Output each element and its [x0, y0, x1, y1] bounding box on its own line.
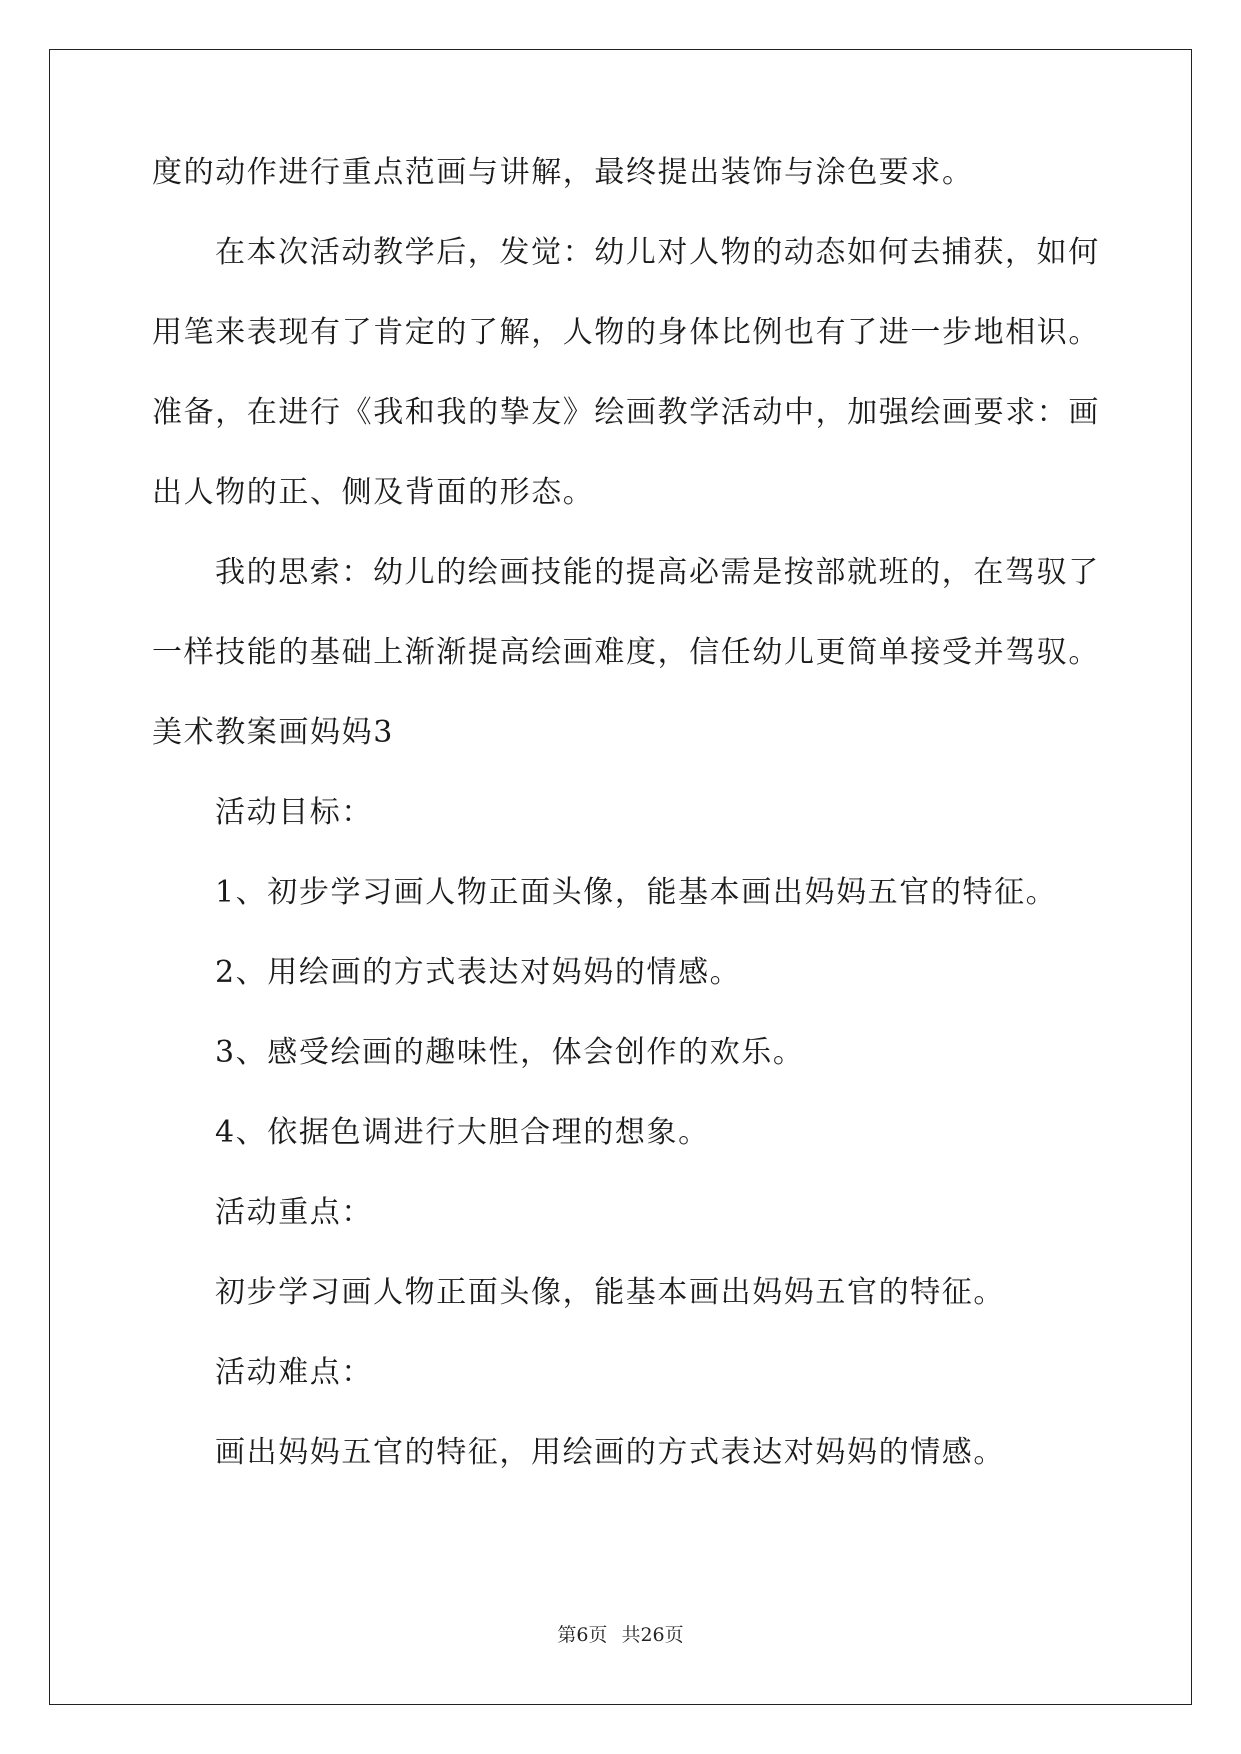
paragraph-line: 一样技能的基础上渐渐提高绘画难度，信任幼儿更简单接受并驾驭。	[152, 635, 1100, 670]
paragraph-line: 在本次活动教学后，发觉：幼儿对人物的动态如何去捕获，如何	[215, 235, 1100, 270]
paragraph-line: 初步学习画人物正面头像，能基本画出妈妈五官的特征。	[215, 1275, 1005, 1310]
paragraph-line: 出人物的正、侧及背面的形态。	[152, 475, 595, 510]
list-item: 2、用绘画的方式表达对妈妈的情感。	[215, 955, 742, 990]
subheading-difficulties: 活动难点：	[215, 1355, 373, 1390]
paragraph-line: 准备，在进行《我和我的挚友》绘画教学活动中，加强绘画要求：画	[152, 395, 1100, 430]
paragraph-line: 用笔来表现有了肯定的了解，人物的身体比例也有了进一步地相识。	[152, 315, 1100, 350]
list-item: 1、初步学习画人物正面头像，能基本画出妈妈五官的特征。	[215, 875, 1058, 910]
paragraph-line: 度的动作进行重点范画与讲解，最终提出装饰与涂色要求。	[152, 155, 974, 190]
page-total: 共26页	[621, 1624, 684, 1646]
page-number: 第6页	[557, 1624, 608, 1646]
page-footer	[0, 1620, 1241, 1647]
subheading-goals: 活动目标：	[215, 795, 373, 830]
list-item: 4、依据色调进行大胆合理的想象。	[215, 1115, 710, 1150]
paragraph-line: 画出妈妈五官的特征，用绘画的方式表达对妈妈的情感。	[215, 1435, 1005, 1470]
subheading-key-points: 活动重点：	[215, 1195, 373, 1230]
list-item: 3、感受绘画的趣味性，体会创作的欢乐。	[215, 1035, 805, 1070]
paragraph-line: 我的思索：幼儿的绘画技能的提高必需是按部就班的，在驾驭了	[215, 555, 1100, 590]
section-heading: 美术教案画妈妈3	[152, 715, 394, 750]
